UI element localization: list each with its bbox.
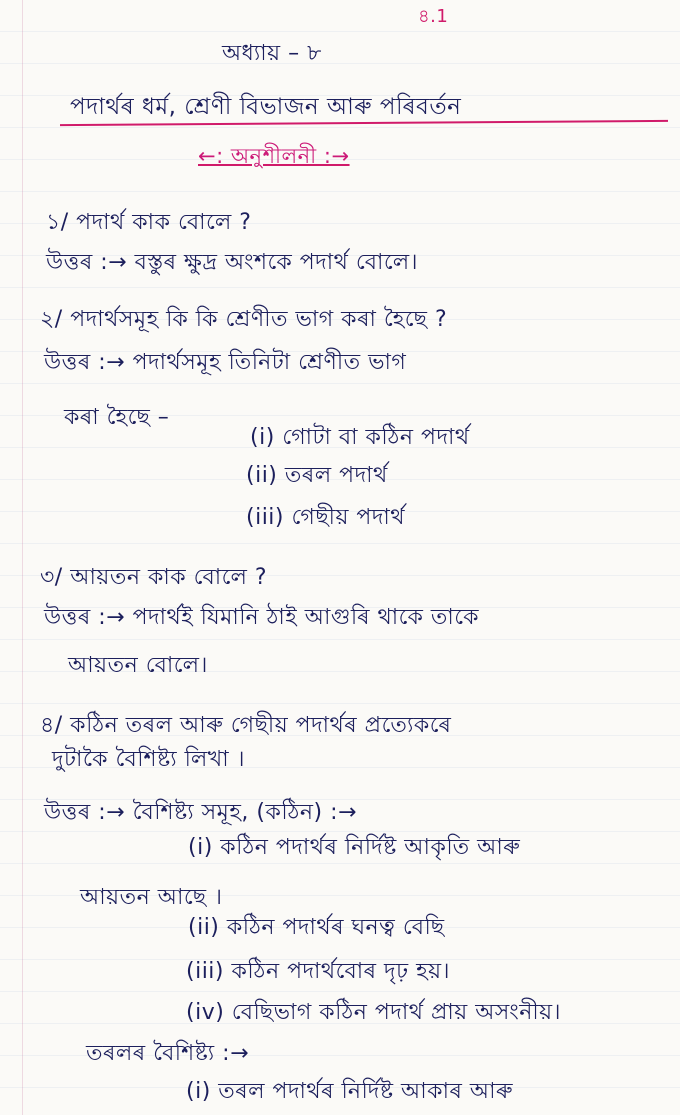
question-4-line-1: ৪/ কঠিন তৰল আৰু গেছীয় পদাৰ্থৰ প্ৰত্যেকৰে bbox=[40, 713, 452, 738]
answer-1: উত্তৰ :→ বস্তুৰ ক্ষুদ্ৰ অংশকে পদাৰ্থ বোলে। bbox=[46, 250, 418, 275]
answer-4-item-2: (ii) কঠিন পদাৰ্থৰ ঘনত্ব বেছি bbox=[188, 915, 445, 940]
answer-4-item-1: (i) কঠিন পদাৰ্থৰ নিৰ্দিষ্ট আকৃতি আৰু bbox=[188, 835, 521, 860]
answer-4-item-1-cont: আয়তন আছে । bbox=[80, 885, 223, 910]
answer-4-item-4: (iv) বেছিভাগ কঠিন পদাৰ্থ প্ৰায় অসংনীয়। bbox=[186, 1000, 562, 1025]
question-1: ১/ পদাৰ্থ কাক বোলে ? bbox=[46, 210, 252, 235]
chapter-title: পদাৰ্থৰ ধৰ্ম, শ্ৰেণী বিভাজন আৰু পৰিবৰ্তন bbox=[70, 94, 462, 120]
answer-3-line-1: উত্তৰ :→ পদাৰ্থই যিমানি ঠাই আগুৰি থাকে তাকে bbox=[44, 605, 480, 630]
question-2: ২/ পদাৰ্থসমূহ কি কি শ্ৰেণীত ভাগ কৰা হৈছে ? bbox=[40, 307, 448, 332]
answer-2-item-3: (iii) গেছীয় পদাৰ্থ bbox=[246, 505, 406, 530]
chapter-heading: অধ্যায় – ৮ bbox=[222, 41, 322, 66]
exercise-heading: ←: অনুশীলনী :→ bbox=[198, 144, 350, 168]
answer-2-item-2: (ii) তৰল পদাৰ্থ bbox=[246, 463, 388, 488]
answer-2-item-1: (i) গোটা বা কঠিন পদাৰ্থ bbox=[250, 425, 470, 450]
answer-2-line-2: কৰা হৈছে – bbox=[64, 405, 170, 430]
answer-2-line-1: উত্তৰ :→ পদাৰ্থসমূহ তিনিটা শ্ৰেণীত ভাগ bbox=[44, 350, 407, 375]
question-3: ৩/ আয়তন কাক বোলে ? bbox=[40, 565, 268, 590]
liquid-heading: তৰলৰ বৈশিষ্ট্য :→ bbox=[86, 1041, 250, 1066]
margin-line bbox=[22, 0, 23, 1115]
answer-4-heading: উত্তৰ :→ বৈশিষ্ট্য সমূহ, (কঠিন) :→ bbox=[44, 800, 357, 825]
liquid-item-1: (i) তৰল পদাৰ্থৰ নিৰ্দিষ্ট আকাৰ আৰু bbox=[186, 1079, 514, 1104]
question-4-line-2: দুটাকৈ বৈশিষ্ট্য লিখা । bbox=[52, 747, 245, 772]
answer-4-item-3: (iii) কঠিন পদাৰ্থবোৰ দৃঢ় হয়। bbox=[186, 959, 450, 984]
page-number: ৪.1 bbox=[418, 6, 449, 27]
answer-3-line-2: আয়তন বোলে। bbox=[68, 653, 208, 678]
